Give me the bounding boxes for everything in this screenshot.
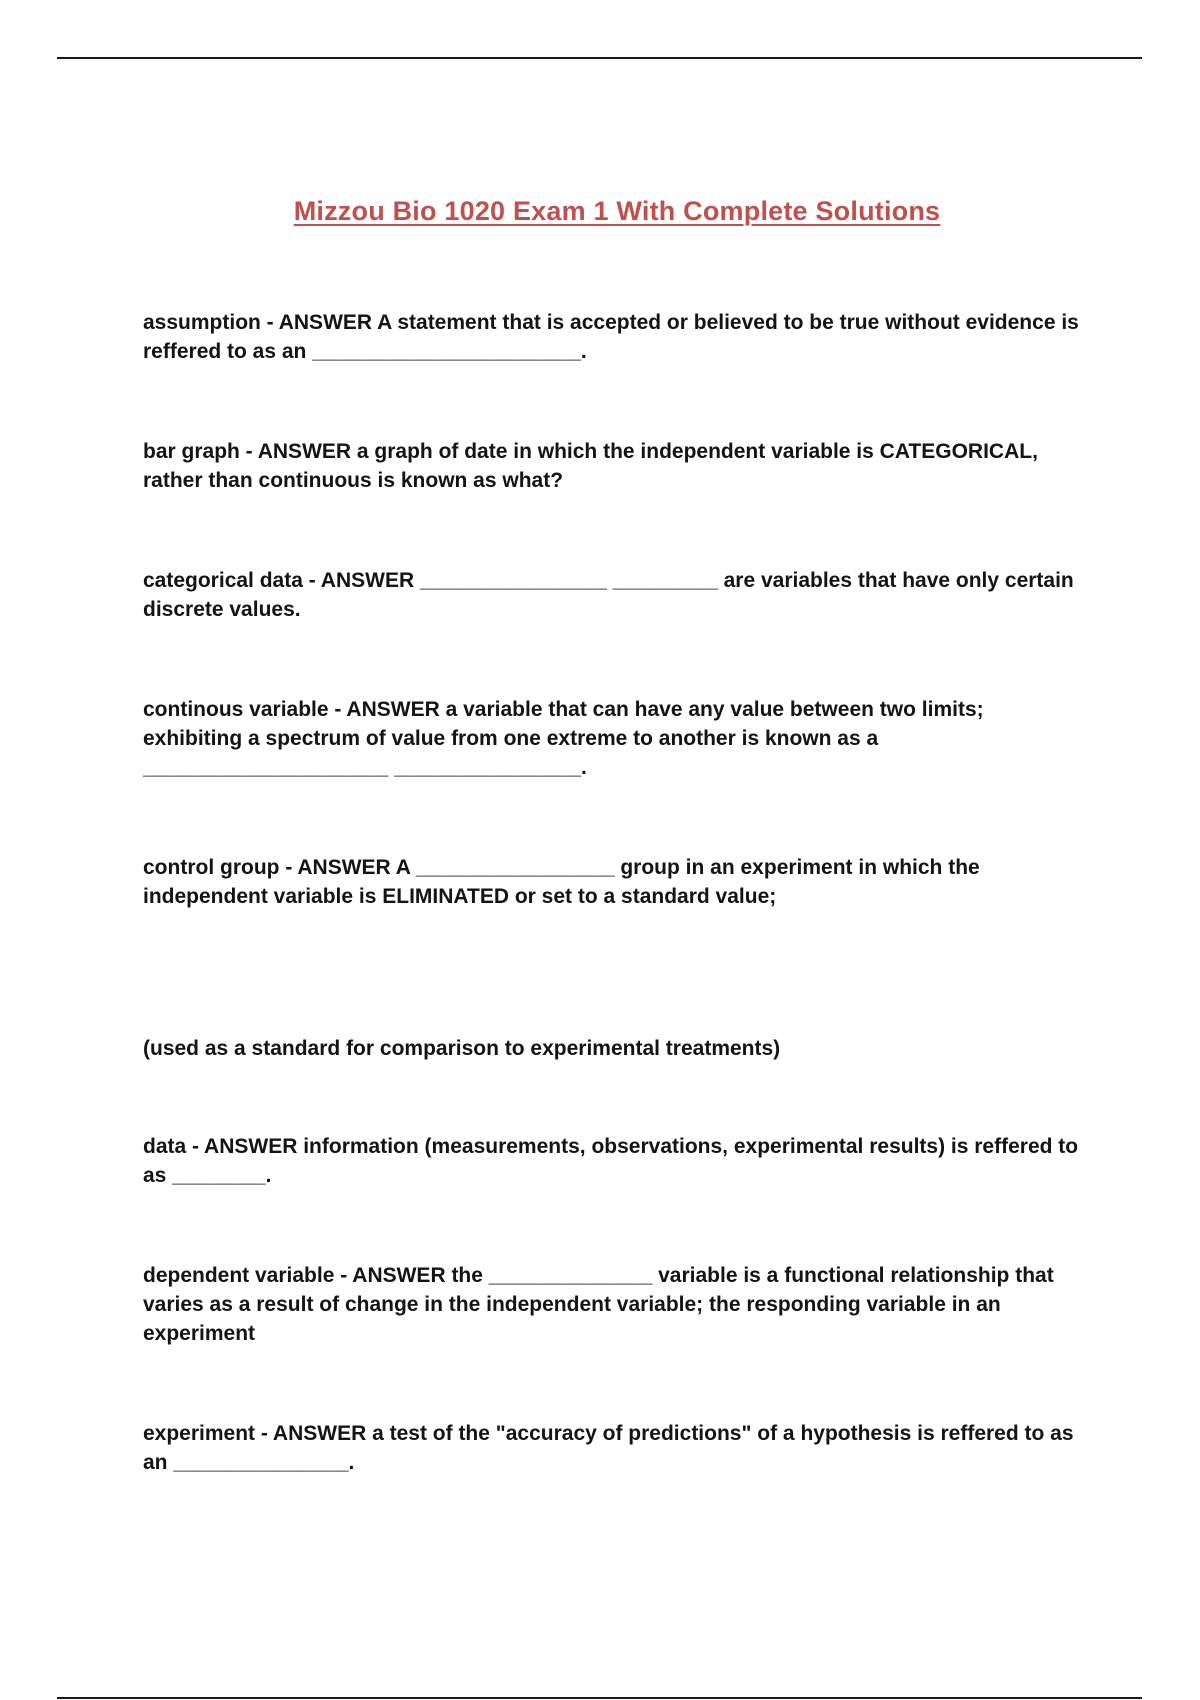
entry-continous-variable: continous variable - ANSWER a variable that can have any value between two limits; exhibiting a spectrum of value from one extreme to another is known as a _____________________ ________________. — [143, 698, 984, 779]
entry-experiment: experiment - ANSWER a test of the "accuracy of predictions" of a hypothesis is reffered to as an _______________. — [143, 1422, 1074, 1474]
bottom-rule — [57, 1697, 1142, 1699]
top-rule — [57, 57, 1142, 59]
entry-data: data - ANSWER information (measurements, observations, experimental results) is reffered to as ________. — [143, 1135, 1079, 1187]
entry-bar-graph: bar graph - ANSWER a graph of date in which the independent variable is CATEGORICAL, rather than continuous is known as what? — [143, 440, 1038, 492]
entry-control-group-note: (used as a standard for comparison to experimental treatments) — [143, 1037, 781, 1060]
entry-dependent-variable: dependent variable - ANSWER the ______________ variable is a functional relationship that varies as a result of change in the independent variable; the responding variable in an experiment — [143, 1264, 1054, 1345]
entry-assumption: assumption - ANSWER A statement that is accepted or believed to be true without evidence is reffered to as an _______________________. — [143, 311, 1079, 363]
document-title: Mizzou Bio 1020 Exam 1 With Complete Solutions — [293, 196, 941, 226]
entry-control-group: control group - ANSWER A _________________ group in an experiment in which the independent variable is ELIMINATED or set to a standard value; — [143, 856, 980, 908]
entry-categorical-data: categorical data - ANSWER ________________ _________ are variables that have only certain discrete values. — [143, 569, 1074, 621]
